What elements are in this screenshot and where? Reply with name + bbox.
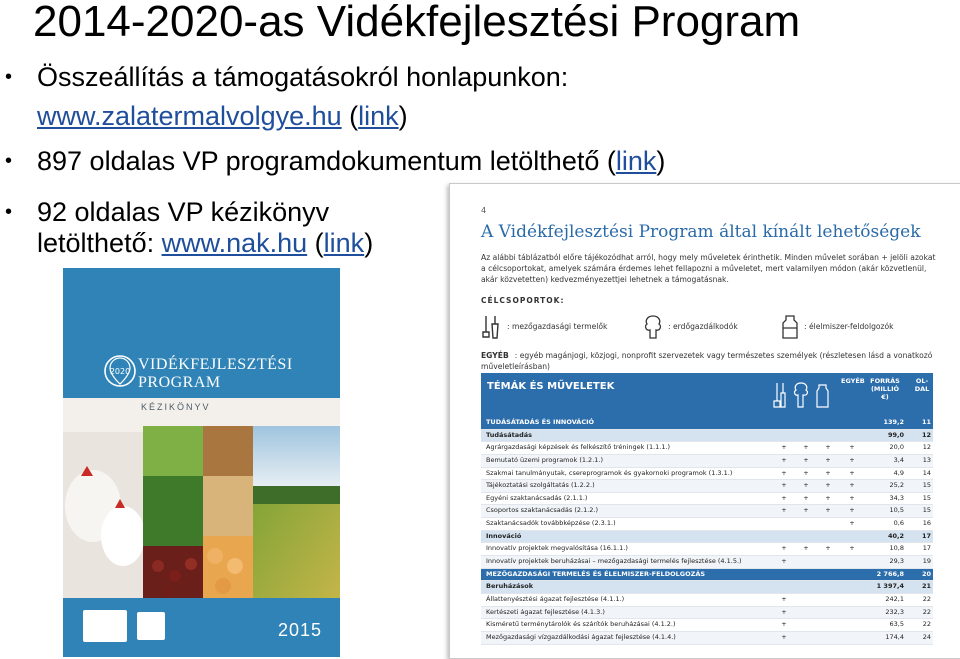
target-group-mark: +: [849, 544, 855, 553]
row-page: 16: [922, 519, 931, 528]
table-section-row: [481, 417, 933, 430]
column-other: EGYÉB: [841, 377, 865, 385]
paren-open: (: [341, 101, 359, 131]
row-page: 13: [922, 455, 931, 464]
target-group-mark: +: [803, 455, 809, 464]
target-group-mark: +: [803, 481, 809, 490]
table-header-label: TÉMÁK ÉS MŰVELETEK: [487, 381, 615, 392]
row-label: Egyéni szaktanácsadás (2.1.1.): [486, 493, 588, 502]
page-number: 4: [481, 206, 487, 215]
bullet-dot: •: [5, 66, 13, 88]
row-funding: 0,6: [893, 519, 904, 528]
row-label: Mezőgazdasági vízgazdálkodási ágazat fejlesztése (4.1.4.): [486, 632, 676, 641]
row-label: Bemutató üzemi programok (1.2.1.): [486, 455, 603, 464]
row-funding: 4,9: [893, 468, 904, 477]
table-row: [481, 455, 933, 468]
target-group-mark: +: [781, 506, 787, 515]
paren-close: ): [364, 228, 374, 258]
target-group-mark: +: [781, 455, 787, 464]
target-group-label: : élelmiszer-feldolgozók: [804, 322, 894, 331]
handbook-link[interactable]: link: [323, 228, 365, 258]
target-group-mark: +: [803, 544, 809, 553]
row-funding: 242,1: [885, 594, 904, 603]
table-row: [481, 632, 933, 645]
table-row: [481, 480, 933, 493]
row-page: 21: [921, 582, 931, 591]
target-group-mark: +: [849, 506, 855, 515]
measures-table: [481, 373, 933, 645]
cover-photo-collage: [63, 416, 340, 616]
programme-logo-icon: [103, 354, 137, 388]
paren-open: (: [307, 228, 324, 258]
target-group-mark: +: [781, 443, 787, 452]
other-group-note: [481, 350, 951, 372]
cover-title-line: VIDÉKFEJLESZTÉSI: [138, 356, 293, 373]
bullet-text: Összeállítás a támogatásokról honlapunkon:: [37, 62, 569, 92]
row-funding: 99,0: [887, 430, 904, 439]
row-label: Kisméretű terménytárolók és szárítók beruházásai (4.1.2.): [486, 620, 676, 629]
row-funding: 174,4: [885, 632, 904, 641]
row-page: 22: [922, 620, 931, 629]
row-page: 22: [922, 607, 931, 616]
table-row: [481, 505, 933, 518]
target-group-mark: +: [849, 481, 855, 490]
bullet-dot: •: [5, 201, 13, 223]
table-row: [481, 607, 933, 620]
row-page: 24: [922, 632, 931, 641]
row-funding: 10,5: [889, 506, 904, 515]
row-funding: 2 766,8: [876, 569, 904, 578]
row-funding: 29,3: [889, 557, 904, 566]
row-label: Beruházások: [486, 582, 534, 591]
slide-title: 2014-2020-as Vidékfejlesztési Program: [33, 0, 801, 46]
row-funding: 3,4: [893, 455, 904, 464]
row-label: Állattenyésztési ágazat fejlesztése (4.1.1.): [486, 594, 625, 603]
column-page: OL- DAL: [914, 377, 930, 393]
handbook-cover-image: [63, 268, 340, 657]
chamber-logo-icon: [83, 610, 127, 642]
target-group-mark: +: [781, 620, 787, 629]
farmer-tools-icon: [481, 314, 503, 340]
row-label: Tájékoztatási szolgáltatás (1.2.2.): [486, 481, 595, 490]
paren-close: ): [398, 101, 408, 131]
row-page: 11: [921, 418, 931, 426]
row-funding: 63,5: [889, 620, 904, 629]
target-group-mark: +: [781, 632, 787, 641]
column-funding: FORRÁS (MILLIÓ €): [870, 377, 900, 401]
nak-link[interactable]: www.nak.hu: [161, 228, 308, 258]
row-label: Agrárgazdasági képzések és felkészítő tréningek (1.1.1.): [486, 443, 671, 452]
target-group-label: : erdőgazdálkodók: [668, 322, 738, 331]
target-group-mark: +: [781, 594, 787, 603]
page-intro: Az alábbi táblázatból előre tájékozódhat arról, hogy mely műveletek érinthetik. Minden művelet sorában + jelöli azokat a célcsoportokat, amelyek számára érdemes lehet fellapozni a műveletet, mert valamilyen módon (akár közvetlenül, akár közvetetten) kedvezményezettjei lehetnek a támogatásnak.: [481, 253, 936, 284]
target-group-mark: +: [849, 493, 855, 502]
row-page: 15: [922, 506, 931, 515]
row-page: 14: [922, 468, 931, 477]
row-funding: 1 397,4: [876, 582, 904, 591]
programme-document-page: [449, 183, 960, 659]
page-title: A Vidékfejlesztési Program által kínált lehetőségek: [481, 222, 921, 242]
table-row: [481, 556, 933, 569]
table-row: [481, 594, 933, 607]
table-row: [481, 518, 933, 531]
row-label: Kertészeti ágazat fejlesztése (4.1.3.): [486, 607, 605, 616]
target-group-mark: +: [781, 468, 787, 477]
row-label: Tudásátadás: [486, 430, 533, 439]
target-group-mark: +: [781, 493, 787, 502]
target-group-mark: +: [825, 468, 831, 477]
food-processing-icon: [780, 314, 800, 340]
target-group-mark: +: [781, 544, 787, 553]
target-group-mark: +: [849, 519, 855, 528]
bullet-text: letölthető:: [37, 228, 162, 258]
row-funding: 139,2: [883, 418, 904, 426]
table-section-row: [481, 569, 933, 582]
cover-footer-band: [63, 598, 340, 657]
row-funding: 20,0: [889, 443, 904, 452]
row-page: 22: [922, 594, 931, 603]
row-page: 17: [921, 531, 931, 540]
target-group-mark: +: [825, 506, 831, 515]
row-label: Szaktanácsadók továbbképzése (2.3.1.): [486, 519, 616, 528]
row-funding: 232,3: [885, 607, 904, 616]
bullet-text: 897 oldalas VP programdokumentum letölthető (: [37, 146, 616, 176]
bullet-dot: •: [5, 150, 13, 172]
row-funding: 10,8: [889, 544, 904, 553]
target-groups-heading: CÉLCSOPORTOK:: [481, 296, 565, 305]
target-group-mark: +: [803, 493, 809, 502]
row-funding: 25,2: [889, 481, 904, 490]
row-page: 12: [921, 430, 931, 439]
table-row: [481, 543, 933, 556]
target-group-mark: +: [803, 506, 809, 515]
paren-close: ): [656, 146, 666, 176]
target-group-foresters: [642, 314, 738, 340]
row-page: 19: [922, 557, 931, 566]
target-group-food-processors: [780, 314, 894, 340]
target-group-mark: +: [849, 455, 855, 464]
target-group-mark: +: [803, 443, 809, 452]
target-group-farmers: [481, 314, 607, 340]
target-group-header-icons: [773, 377, 831, 413]
target-group-mark: +: [781, 607, 787, 616]
tree-icon: [642, 314, 664, 340]
programme-document-link[interactable]: link: [615, 146, 657, 176]
table-row: [481, 619, 933, 632]
target-group-mark: +: [781, 557, 787, 566]
table-row: [481, 442, 933, 455]
bullet-text: 92 oldalas VP kézikönyv: [37, 197, 330, 227]
website-link[interactable]: link: [358, 101, 399, 131]
row-page: 17: [922, 544, 931, 553]
row-funding: 40,2: [887, 531, 904, 540]
row-label: Innováció: [486, 531, 522, 540]
target-group-label: : mezőgazdasági termelők: [507, 322, 608, 331]
target-group-mark: +: [825, 443, 831, 452]
table-row: [481, 468, 933, 481]
cover-year: 2015: [277, 620, 322, 640]
target-group-mark: +: [849, 443, 855, 452]
table-header: [481, 373, 933, 417]
cover-subtitle: KÉZIKÖNYV: [141, 402, 211, 412]
row-page: 15: [922, 493, 931, 502]
row-funding: 34,3: [889, 493, 904, 502]
row-label: Innovatív projektek beruházásai – mezőgazdasági termelés fejlesztése (4.1.5.): [486, 557, 742, 566]
target-group-mark: +: [825, 455, 831, 464]
target-group-mark: +: [825, 481, 831, 490]
row-page: 20: [921, 569, 931, 578]
cover-title-line: PROGRAM: [138, 374, 221, 391]
table-subsection-row: [481, 531, 933, 544]
table-subsection-row: [481, 430, 933, 443]
row-label: Szakmai tanulmányutak, csereprogramok és gyakornoki programok (1.3.1.): [486, 468, 733, 477]
target-group-mark: +: [825, 544, 831, 553]
row-label: MEZŐGAZDASÁGI TERMELÉS ÉS ÉLELMISZER-FELDOLGOZÁS: [486, 569, 706, 578]
table-row: [481, 493, 933, 506]
row-label: TUDÁSÁTADÁS ÉS INNOVÁCIÓ: [486, 418, 595, 426]
zalatermalvolgye-link[interactable]: www.zalatermalvolgye.hu: [37, 101, 342, 131]
other-group-label: EGYÉB: [481, 351, 509, 360]
ministry-logo-icon: [137, 612, 165, 640]
target-group-mark: +: [803, 468, 809, 477]
row-page: 15: [922, 481, 931, 490]
logo-year: 2020: [109, 367, 131, 376]
cover-title: [138, 356, 293, 392]
target-group-mark: +: [849, 468, 855, 477]
table-body: [481, 417, 933, 645]
table-subsection-row: [481, 581, 933, 594]
row-page: 12: [922, 443, 931, 452]
row-label: Innovatív projektek megvalósítása (16.1.1.): [486, 544, 628, 553]
row-label: Csoportos szaktanácsadás (2.1.2.): [486, 506, 599, 515]
target-group-mark: +: [781, 481, 787, 490]
other-group-text: : egyéb magánjogi, közjogi, nonprofit szervezetek vagy természetes személyek (részletesen lásd a vonatkozó műveletleírásban): [481, 351, 933, 371]
target-group-mark: +: [825, 493, 831, 502]
